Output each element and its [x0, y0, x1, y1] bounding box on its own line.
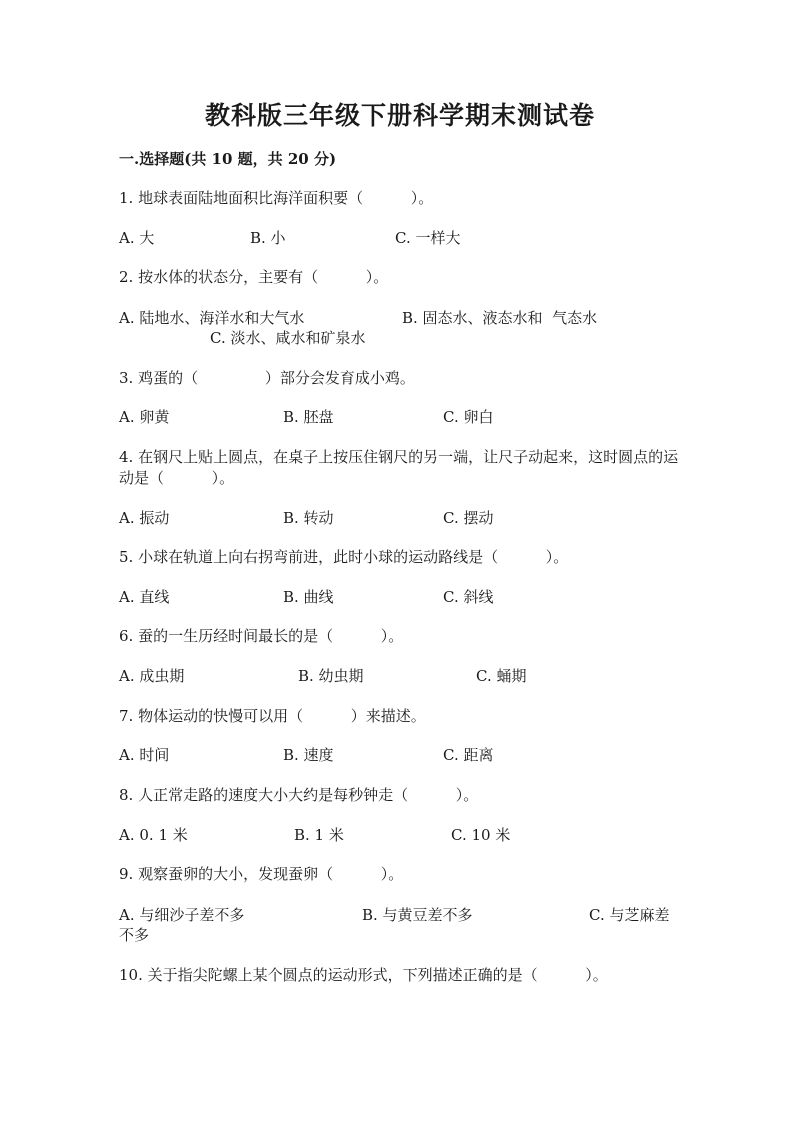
q6-option-c[interactable]: C. 蛹期	[476, 667, 527, 685]
q6-option-b[interactable]: B. 幼虫期	[298, 667, 364, 685]
q7-option-c[interactable]: C. 距离	[443, 746, 494, 764]
section-heading: 一.选择题(共 10 题，共 20 分)	[119, 150, 337, 168]
q5-option-a[interactable]: A. 直线	[119, 588, 170, 606]
page-title: 教科版三年级下册科学期末测试卷	[204, 101, 595, 130]
q3-option-b[interactable]: B. 胚盘	[283, 408, 334, 426]
q9-option-a[interactable]: A. 与细沙子差不多	[119, 906, 245, 924]
q5-option-c[interactable]: C. 斜线	[443, 588, 494, 606]
q4-option-b[interactable]: B. 转动	[283, 509, 334, 527]
q7-option-b[interactable]: B. 速度	[283, 746, 334, 764]
question-5: 5. 小球在轨道上向右拐弯前进，此时小球的运动路线是（ ）。	[119, 548, 569, 566]
q8-option-c[interactable]: C. 10 米	[451, 826, 511, 844]
q3-option-a[interactable]: A. 卵黄	[119, 408, 170, 426]
q1-option-c[interactable]: C. 一样大	[395, 229, 461, 247]
q2-option-b[interactable]: B. 固态水、液态水和 气态水	[402, 309, 598, 327]
question-8: 8. 人正常走路的速度大小大约是每秒钟走（ ）。	[119, 786, 479, 804]
question-6: 6. 蚕的一生历经时间最长的是（ ）。	[119, 627, 404, 645]
q8-option-a[interactable]: A. 0. 1 米	[119, 826, 188, 844]
q4-option-c[interactable]: C. 摆动	[443, 509, 494, 527]
q4-option-a[interactable]: A. 振动	[119, 509, 170, 527]
q3-option-c[interactable]: C. 卵白	[443, 408, 494, 426]
question-10: 10. 关于指尖陀螺上某个圆点的运动形式，下列描述正确的是（ ）。	[119, 966, 608, 984]
q9-option-c[interactable]: C. 与芝麻差	[589, 906, 670, 924]
q2-option-a[interactable]: A. 陆地水、海洋水和大气水	[119, 309, 305, 327]
question-7: 7. 物体运动的快慢可以用（ ）来描述。	[119, 707, 426, 725]
q1-option-b[interactable]: B. 小	[250, 229, 286, 247]
question-4: 4. 在钢尺上贴上圆点，在桌子上按压住钢尺的另一端，让尺子动起来，这时圆点的运动是（ ）。	[119, 448, 679, 487]
q8-option-b[interactable]: B. 1 米	[294, 826, 344, 844]
question-1: 1. 地球表面陆地面积比海洋面积要（ ）。	[119, 189, 434, 207]
q9-option-b[interactable]: B. 与黄豆差不多	[362, 906, 473, 924]
question-9: 9. 观察蚕卵的大小，发现蚕卵（ ）。	[119, 865, 404, 883]
question-3: 3. 鸡蛋的（ ）部分会发育成小鸡。	[119, 369, 415, 387]
q6-option-a[interactable]: A. 成虫期	[119, 667, 185, 685]
q7-option-a[interactable]: A. 时间	[119, 746, 170, 764]
q2-option-c[interactable]: C. 淡水、咸水和矿泉水	[210, 329, 366, 347]
question-2: 2. 按水体的状态分，主要有（ ）。	[119, 268, 389, 286]
q5-option-b[interactable]: B. 曲线	[283, 588, 334, 606]
q9-option-c-continued: 不多	[119, 926, 150, 944]
q1-option-a[interactable]: A. 大	[119, 229, 155, 247]
